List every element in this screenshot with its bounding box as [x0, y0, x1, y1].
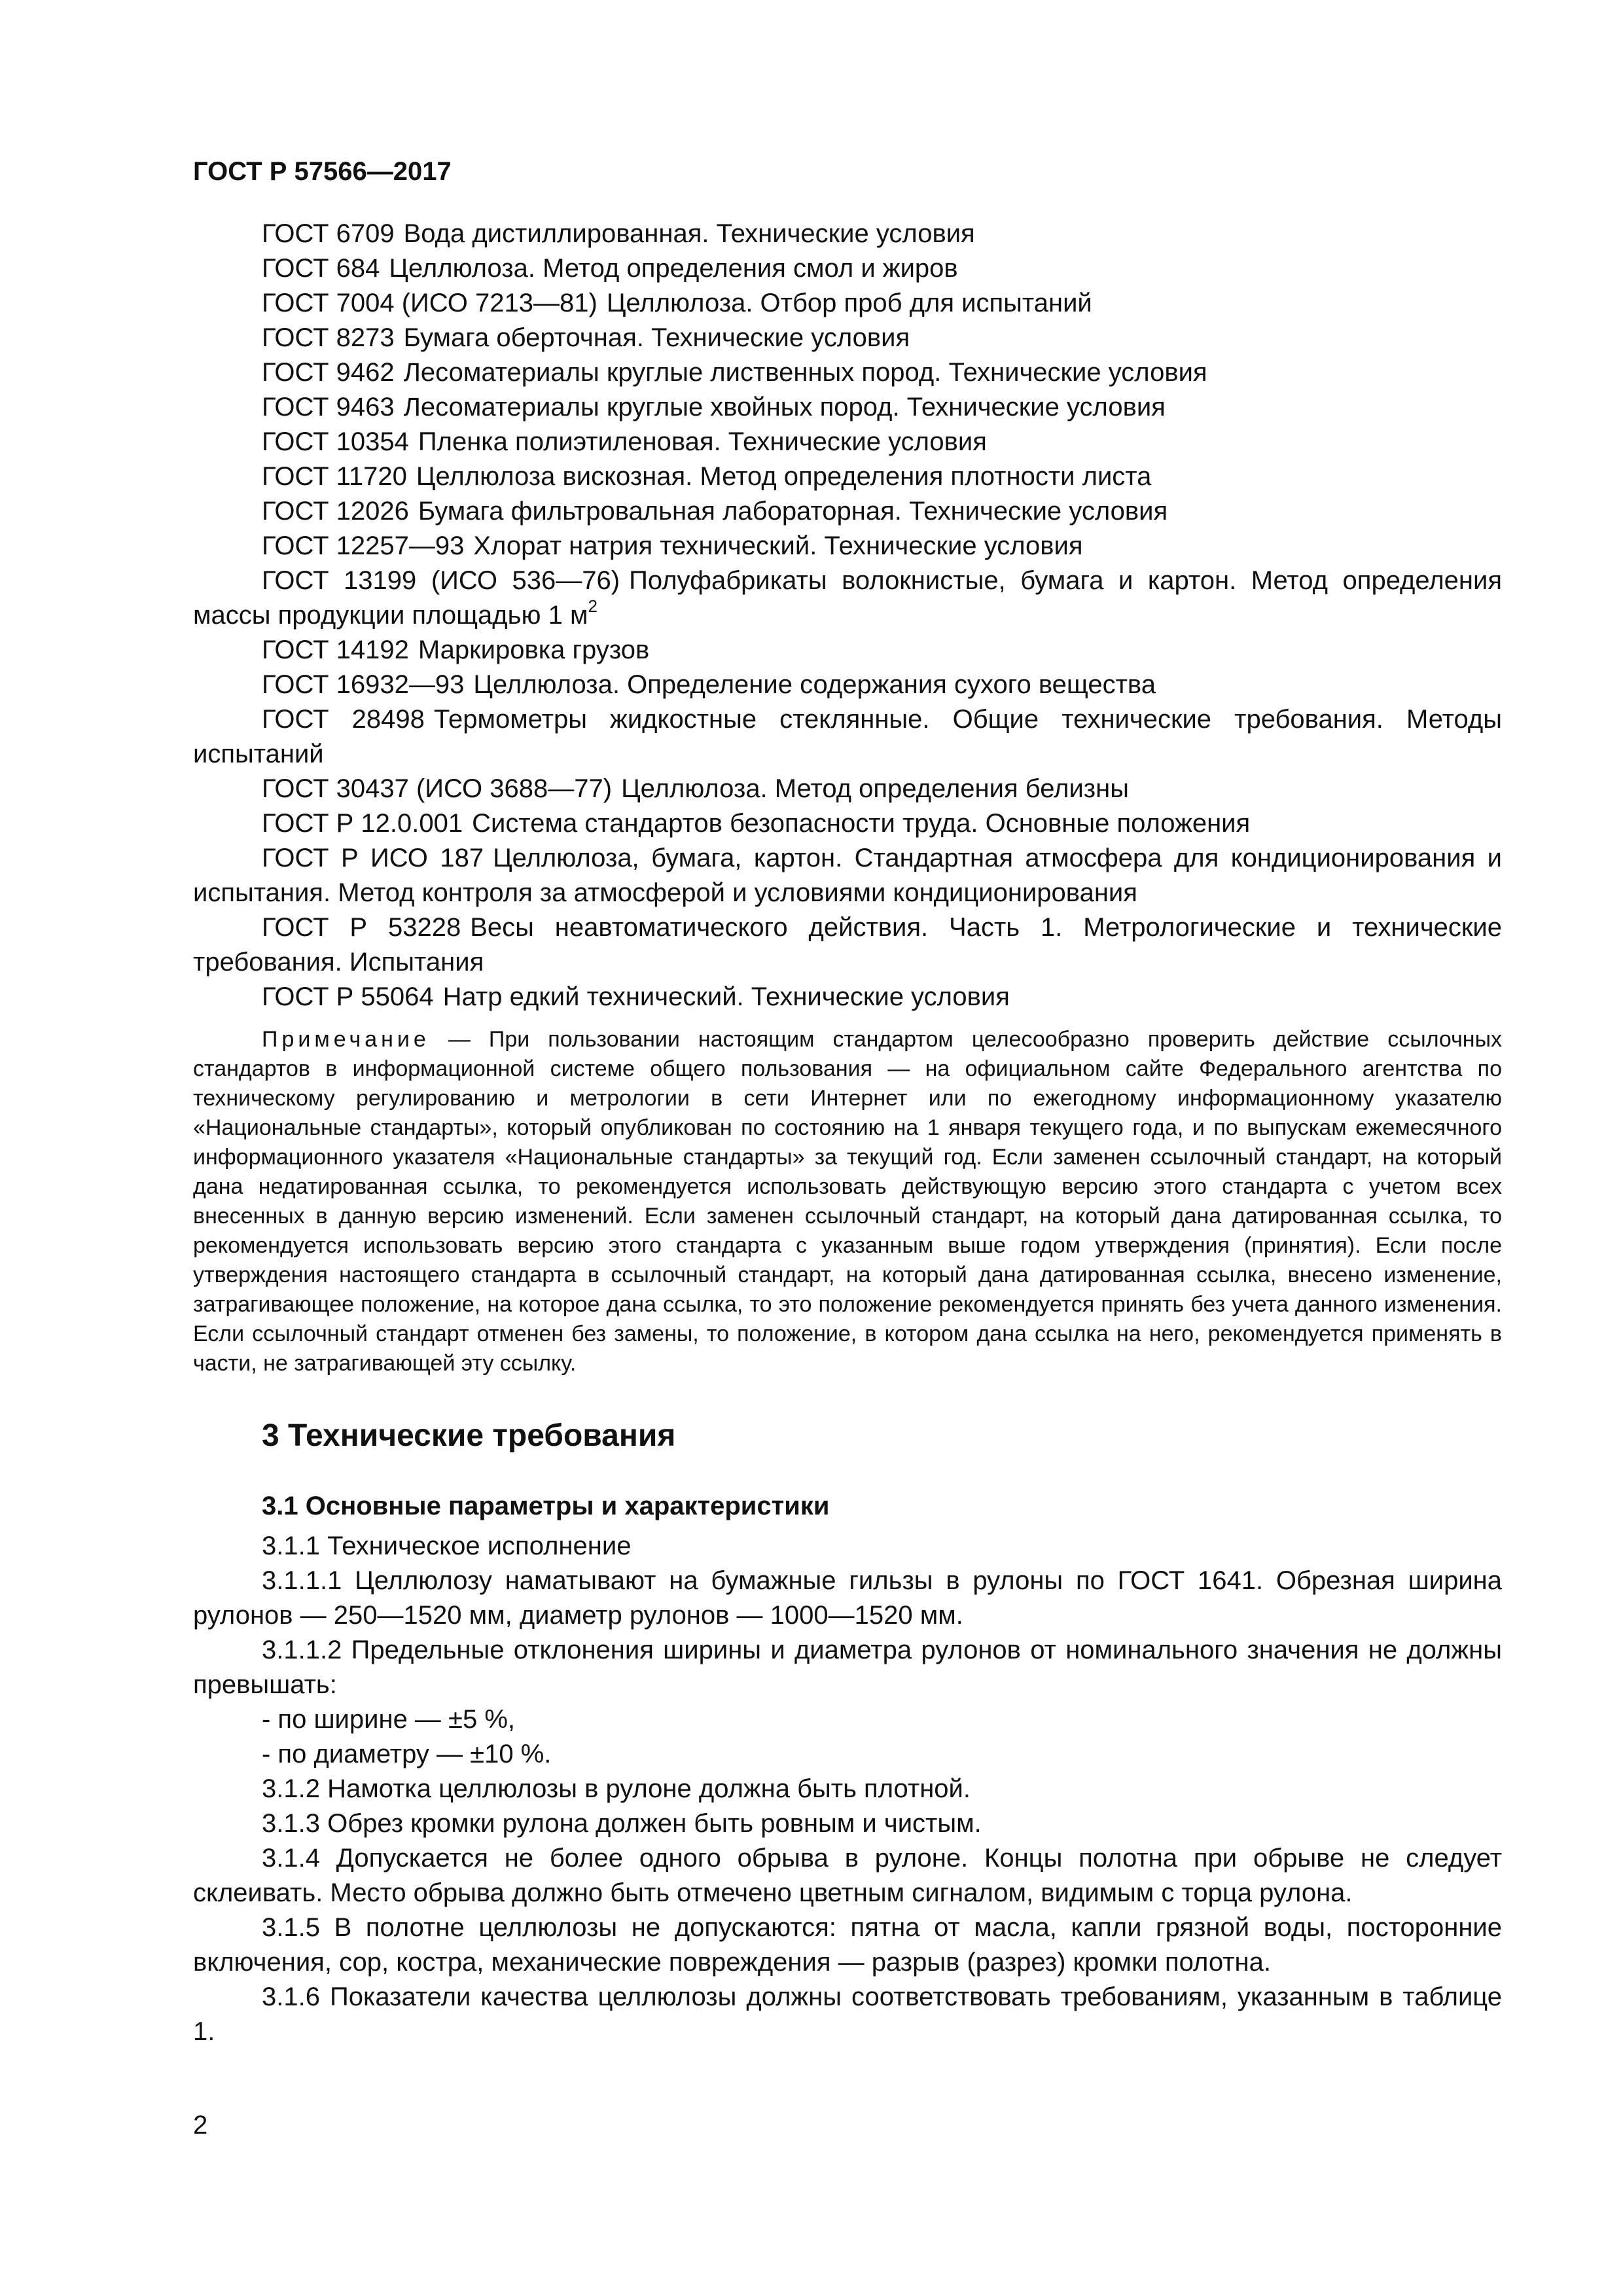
clause-3-1-5: 3.1.5 В полотне целлюлозы не допускаются: пятна от масла, капли грязной воды, посторонние включения, сор, костра, механические повреждения — разрыв (разрез) кромки полотна.	[193, 1913, 1502, 1977]
clause-3-1-1-2: 3.1.1.2 Предельные отклонения ширины и диаметра рулонов от номинального значения не должны превышать:	[193, 1636, 1502, 1699]
reference-item: ГОСТ 9463 Лесоматериалы круглые хвойных пород. Технические условия	[262, 393, 1166, 422]
note-lead: Примечание	[262, 1027, 430, 1052]
section-title: 3 Технические требования	[262, 1418, 676, 1453]
reference-item: ГОСТ 7004 (ИСО 7213—81) Целлюлоза. Отбор проб для испытаний	[262, 289, 1092, 317]
reference-item: ГОСТ Р ИСО 187 Целлюлоза, бумага, картон. Стандартная атмосфера для кондиционирования и испытания. Метод контроля за атмосферой и условиями кондиционирования	[193, 844, 1502, 907]
clause-3-1-3: 3.1.3 Обрез кромки рулона должен быть ровным и чистым.	[262, 1809, 982, 1838]
reference-item: ГОСТ 11720 Целлюлоза вискозная. Метод определения плотности листа	[262, 462, 1152, 491]
clause-3-1-4: 3.1.4 Допускается не более одного обрыва в рулоне. Концы полотна при обрыве не следует склеивать. Место обрыва должно быть отмечено цветным сигналом, видимым с торца рулона.	[193, 1844, 1502, 1907]
references-list	[193, 217, 1502, 1014]
reference-item: ГОСТ 16932—93 Целлюлоза. Определение содержания сухого вещества	[262, 670, 1156, 699]
reference-item: ГОСТ 13199 (ИСО 536—76) Полуфабрикаты волокнистые, бумага и картон. Метод определения массы продукции площадью 1 $м^2$	[193, 566, 1502, 630]
reference-item: ГОСТ 28498 Термометры жидкостные стеклянные. Общие технические требования. Методы испытаний	[193, 705, 1502, 768]
note-text: — При пользовании настоящим стандартом целесообразно проверить действие ссылочных стандартов в информационной системе общего пользования — на официальном сайте Федерального агентства по техническому регулированию и метрологии в сети Интернет или по ежегодному информационному указателю «Национальные стандарты», который опубликован по состоянию на 1 января текущего года, и по выпускам ежемесячного информационного указателя «Национальные стандарты» за текущий год. Если заменен ссылочный стандарт, на который дана недатированная ссылка, то рекомендуется использовать действующую версию этого стандарта с учетом всех внесенных в данную версию изменений. Если заменен ссылочный стандарт, на который дана датированная ссылка, то рекомендуется использовать версию этого стандарта с указанным выше годом утверждения (принятия). Если после утверждения настоящего стандарта в ссылочный стандарт, на который дана датированная ссылка, внесено изменение, затрагивающее положение, на которое дана ссылка, то это положение рекомендуется принять без учета данного изменения. Если ссылочный стандарт отменен без замены, то положение, в котором дана ссылка на него, рекомендуется применять в части, не затрагивающей эту ссылку.	[193, 1027, 1503, 1376]
standard-header: ГОСТ Р 57566—2017	[193, 157, 452, 186]
reference-item: ГОСТ 684 Целлюлоза. Метод определения смол и жиров	[262, 254, 958, 283]
note-paragraph	[193, 1025, 1502, 1378]
list-item: - по диаметру — ±10 %.	[262, 1740, 552, 1768]
reference-item: ГОСТ 30437 (ИСО 3688—77) Целлюлоза. Метод определения белизны	[262, 774, 1129, 803]
reference-item: ГОСТ 9462 Лесоматериалы круглые лиственных пород. Технические условия	[262, 358, 1207, 387]
list-item: - по ширине — ±5 %,	[262, 1705, 516, 1734]
reference-item: ГОСТ 12026 Бумага фильтровальная лабораторная. Технические условия	[262, 497, 1168, 526]
page-number: 2	[193, 2111, 208, 2140]
reference-item: ГОСТ 14192 Маркировка грузов	[262, 636, 650, 664]
clause-3-1-2: 3.1.2 Намотка целлюлозы в рулоне должна быть плотной.	[262, 1774, 971, 1803]
reference-item: ГОСТ 6709 Вода дистиллированная. Технические условия	[262, 219, 975, 248]
clause-3-1-1: 3.1.1 Техническое исполнение	[262, 1532, 632, 1560]
subsection-title: 3.1 Основные параметры и характеристики	[262, 1492, 830, 1520]
reference-item: ГОСТ 12257—93 Хлорат натрия технический. Технические условия	[262, 531, 1083, 560]
clause-3-1-1-1: 3.1.1.1 Целлюлозу наматывают на бумажные гильзы в рулоны по ГОСТ 1641. Обрезная ширина рулонов — 250—1520 мм, диаметр рулонов — 1000—1520 мм.	[193, 1566, 1502, 1630]
reference-item: ГОСТ Р 12.0.001 Система стандартов безопасности труда. Основные положения	[262, 809, 1251, 838]
reference-item: ГОСТ 8273 Бумага оберточная. Технические условия	[262, 323, 910, 352]
reference-item: ГОСТ Р 53228 Весы неавтоматического действия. Часть 1. Метрологические и технические требования. Испытания	[193, 913, 1502, 977]
document-page	[193, 157, 1502, 2049]
section-body	[193, 1529, 1502, 2049]
clause-3-1-6: 3.1.6 Показатели качества целлюлозы должны соответствовать требованиям, указанным в таблице 1.	[193, 1982, 1502, 2046]
reference-item: ГОСТ 10354 Пленка полиэтиленовая. Технические условия	[262, 427, 987, 456]
reference-item: ГОСТ Р 55064 Натр едкий технический. Технические условия	[262, 982, 1010, 1011]
